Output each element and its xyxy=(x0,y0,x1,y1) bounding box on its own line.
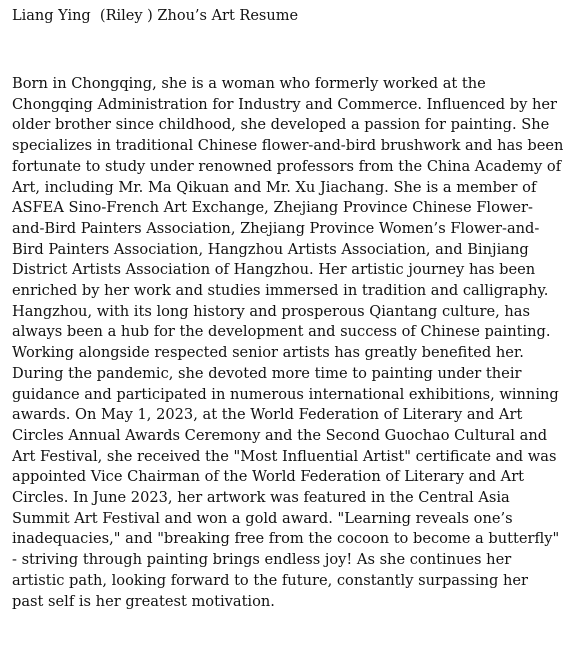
document-title: Liang Ying (Riley ) Zhou’s Art Resume xyxy=(12,8,299,24)
document-body: Born in Chongqing, she is a woman who formerly worked at the Chongqing Administration for Industry and Commerce. Influenced by her older brother since childhood, she developed a passion for painting. She specializes in traditional Chinese flower-and-bird brushwork and has been fortunate to study under renowned professors from the China Academy of Art, including Mr. Ma Qikuan and Mr. Xu Jiachang. She is a member of ASFEA Sino-French Art Exchange, Zhejiang Province Chinese Flower-and-Bird Painters Association, Zhejiang Province Women’s Flower-and-Bird Painters Association, Hangzhou Artists Association, and Binjiang District Artists Association of Hangzhou. Her artistic journey has been enriched by her work and studies immersed in tradition and calligraphy. Hangzhou, with its long history and prosperous Qiantang culture, has always been a hub for the development and success of Chinese painting. Working alongside respected senior artists has greatly benefited her. During the pandemic, she devoted more time to painting under their guidance and participated in numerous international exhibitions, winning awards. On May 1, 2023, at the World Federation of Literary and Art Circles Annual Awards Ceremony and the Second Guochao Cultural and Art Festival, she received the "Most Influential Artist" certificate and was appointed Vice Chairman of the World Federation of Literary and Art Circles. In June 2023, her artwork was featured in the Central Asia Summit Art Festival and won a gold award. "Learning reveals one’s inadequacies," and "breaking free from the cocoon to become a butterfly" - striving through painting brings endless joy! As she continues her artistic path, looking forward to the future, constantly surpassing her past self is her greatest motivation. xyxy=(12,75,564,610)
document xyxy=(12,6,564,612)
